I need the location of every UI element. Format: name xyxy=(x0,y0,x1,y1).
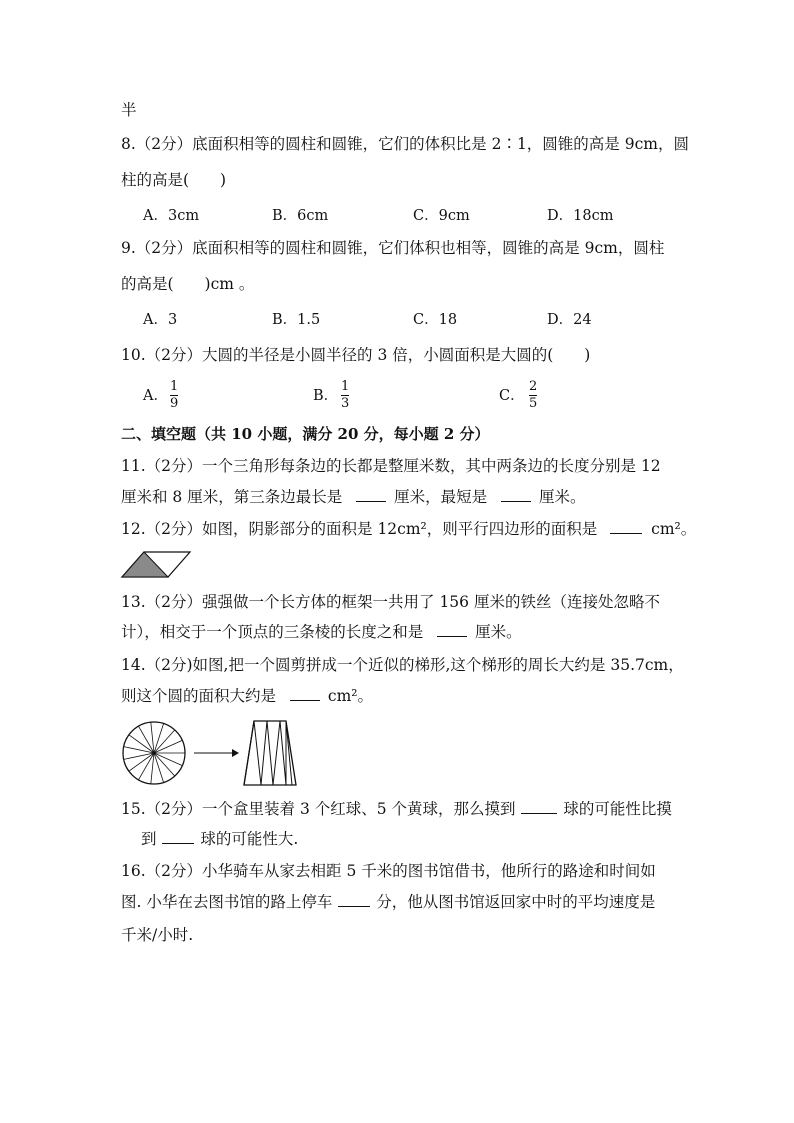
fraction-numerator: 2 xyxy=(529,379,538,394)
question-14-stem-line2 xyxy=(121,686,373,706)
q12-text-a: 12.（2分）如图，阴影部分的面积是 12cm²，则平行四边形的面积是 xyxy=(121,520,598,538)
question-8-option-b: B．6cm xyxy=(272,208,329,224)
parallelogram-figure xyxy=(120,550,192,580)
question-15-stem-line1 xyxy=(121,799,672,819)
question-10-option-b-label: B． xyxy=(313,388,339,404)
answer-blank[interactable] xyxy=(356,487,386,502)
fraction-numerator: 1 xyxy=(341,379,350,394)
fraction-numerator: 1 xyxy=(170,379,179,394)
question-9-option-d: D．24 xyxy=(547,312,592,328)
question-15-stem-line2 xyxy=(141,829,298,849)
answer-blank[interactable] xyxy=(290,686,320,701)
question-14-stem-line1: 14.（2分)如图,把一个圆剪拼成一个近似的梯形,这个梯形的周长大约是 35.7cm， xyxy=(121,656,684,674)
fraction-denominator: 5 xyxy=(529,396,538,411)
arrow xyxy=(194,749,239,757)
q14-text-a: 则这个圆的面积大约是 xyxy=(121,687,277,705)
question-8-stem-line2: 柱的高是( ) xyxy=(121,171,227,189)
q11-text-b: 厘米，最短是 xyxy=(394,488,488,506)
answer-blank[interactable] xyxy=(162,829,194,844)
question-8-option-c: C．9cm xyxy=(413,208,470,224)
question-11-stem-line1: 11.（2分）一个三角形每条边的长都是整厘米数，其中两条边的长度分别是 12 xyxy=(121,457,661,475)
answer-blank[interactable] xyxy=(437,622,467,637)
question-9-stem-line2: 的高是( )cm 。 xyxy=(121,275,255,293)
question-11-stem-line2 xyxy=(121,487,586,507)
fraction-denominator: 3 xyxy=(341,396,350,411)
question-7-tail: 半 xyxy=(121,101,137,119)
fraction-denominator: 9 xyxy=(170,396,179,411)
sectored-circle xyxy=(123,722,185,784)
answer-blank[interactable] xyxy=(501,487,531,502)
q16-text-a: 图. 小华在去图书馆的路上停车 xyxy=(121,893,333,911)
circle-to-trapezoid-figure xyxy=(120,718,320,788)
question-9-option-b: B．1.5 xyxy=(272,312,321,328)
q14-text-b: cm²。 xyxy=(327,687,373,705)
question-10-option-a-fraction xyxy=(170,380,178,411)
answer-blank[interactable] xyxy=(521,799,557,814)
section-heading-fill-in: 二、填空题（共 10 小题，满分 20 分，每小题 2 分） xyxy=(121,425,490,443)
question-10-option-c-label: C． xyxy=(499,388,525,404)
q15-text-d: 球的可能性大. xyxy=(200,830,299,848)
question-10-option-a-label: A． xyxy=(143,388,168,404)
question-16-stem-line2 xyxy=(121,892,655,912)
approximate-trapezoid xyxy=(244,721,296,785)
question-16-stem-line3: 千米/小时. xyxy=(121,926,194,944)
shaded-triangle xyxy=(122,552,168,577)
question-13-stem-line2 xyxy=(121,622,522,642)
question-8-option-a: A．3cm xyxy=(143,208,200,224)
q11-text-a: 厘米和 8 厘米，第三条边最长是 xyxy=(121,488,343,506)
question-9-option-c: C．18 xyxy=(413,312,458,328)
question-16-stem-line1: 16.（2分）小华骑车从家去相距 5 千米的图书馆借书，他所行的路途和时间如 xyxy=(121,862,656,880)
question-10-stem: 10.（2分）大圆的半径是小圆半径的 3 倍，小圆面积是大圆的( ) xyxy=(121,346,591,364)
q13-text-b: 厘米。 xyxy=(475,623,522,641)
q13-text-a: 计），相交于一个顶点的三条棱的长度之和是 xyxy=(121,623,424,641)
q15-text-c: 到 xyxy=(141,830,157,848)
question-8-stem-line1: 8.（2分）底面积相等的圆柱和圆锥，它们的体积比是 2∶1，圆锥的高是 9cm，圆 xyxy=(121,135,689,153)
q15-text-a: 15.（2分）一个盒里装着 3 个红球、5 个黄球，那么摸到 xyxy=(121,800,516,818)
question-9-option-a: A．3 xyxy=(143,312,178,328)
question-8-option-d: D．18cm xyxy=(547,208,614,224)
question-10-option-c-fraction xyxy=(529,380,537,411)
question-12-stem xyxy=(121,519,696,539)
question-9-stem-line1: 9.（2分）底面积相等的圆柱和圆锥，它们体积也相等，圆锥的高是 9cm，圆柱 xyxy=(121,239,665,257)
question-13-stem-line1: 13.（2分）强强做一个长方体的框架一共用了 156 厘米的铁丝（连接处忽略不 xyxy=(121,593,660,611)
q12-text-b: cm²。 xyxy=(651,520,697,538)
q16-text-b: 分，他从图书馆返回家中时的平均速度是 xyxy=(376,893,656,911)
q11-text-c: 厘米。 xyxy=(538,488,586,506)
answer-blank[interactable] xyxy=(610,519,642,534)
q15-text-b: 球的可能性比摸 xyxy=(563,800,672,818)
question-10-option-b-fraction xyxy=(341,380,349,411)
answer-blank[interactable] xyxy=(338,892,370,907)
